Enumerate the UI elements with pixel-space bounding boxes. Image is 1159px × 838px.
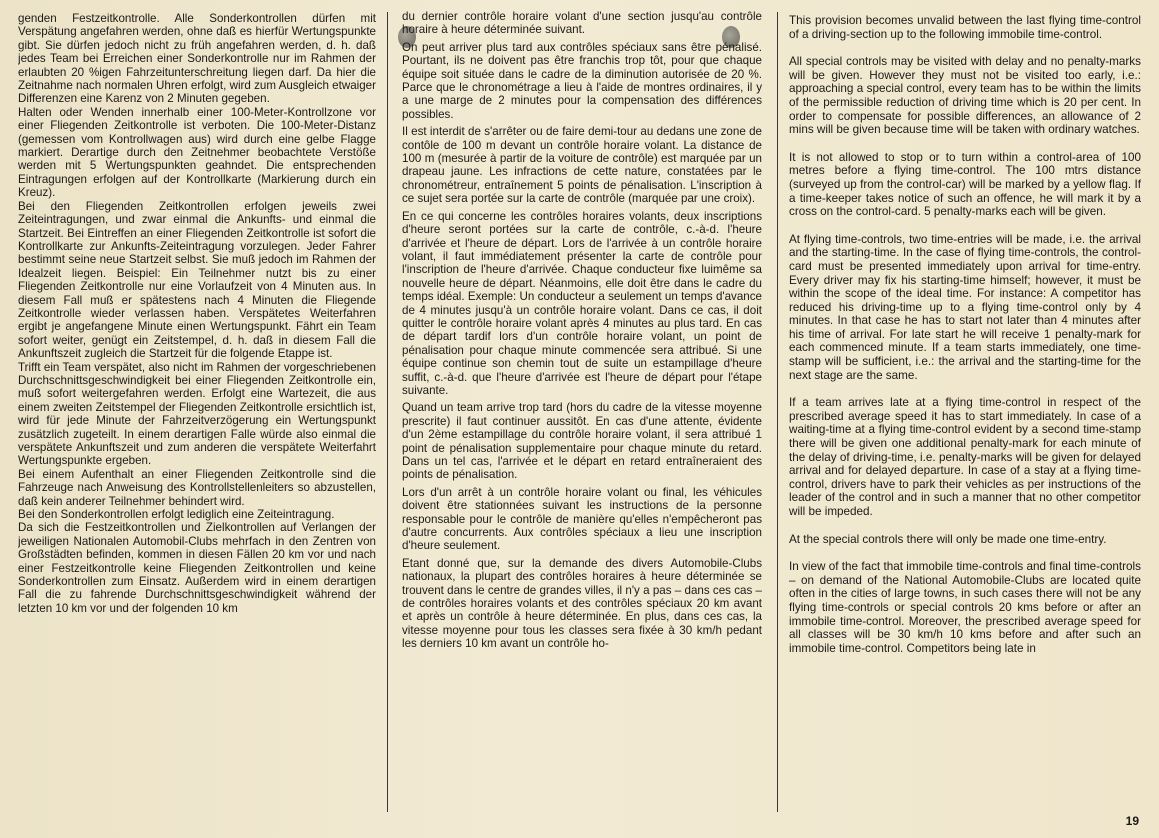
paragraph: Bei einem Aufenthalt an einer Fliegenden Zeitkontrolle sind die Fahrzeuge nach Anweisung des Kontrollstellenleiters so abzustellen, daß kein anderer Teilnehmer behindert wird.: [18, 467, 376, 508]
column-french: [402, 10, 762, 810]
column-divider: [387, 12, 388, 812]
paragraph: En ce qui concerne les contrôles horaires volants, deux inscriptions d'heure seront portées sur la carte de contrôle, c.-à-d. l'heure d'arrivée et l'heure de départ. Lors de l'arrivée à un contrôle horaire volant, il faut immédiatement présenter la carte de contrôle pour l'inscription de l'heure d'arrivée. Chaque conducteur fixe luimême sa nouvelle heure de départ. Néanmoins, elle doit être dans le cadre du temps idéal. Exemple: Un conducteur a seulement un temps d'avance de 4 minutes jusqu'à un contrôle horaire volant. Dans ce cas, il doit quitter le contrôle horaire volant après 4 minutes au plus tard. En cas de départ tardif lors d'un contrôle horaire volant, un point de pénalisation pour chaque minute commencée sera attribué. Si une équipe continue son chemin tout de suite un estampillage d'heure suffit, c.-à-d. que l'heure d'arrivée est l'heure de départ pour l'étape suivante.: [402, 209, 762, 397]
paragraph: Da sich die Festzeitkontrollen und Zielkontrollen auf Verlangen der jeweiligen Nationalen Automobil-Clubs mehrfach in den Zentren von Großstädten befinden, kommen in diesen Fällen 20 km vor und nach einer Festzeitkontrolle keine Fliegenden Zeitkontrollen und keine Sonderkontrollen zum Einsatz. Außerdem wird in einem derartigen Fall die zu fahrende Durchschnittsgeschwindigkeit während der letzten 10 km vor und der folgenden 10 km: [18, 521, 376, 615]
paragraph: du dernier contrôle horaire volant d'une section jusqu'au contrôle horaire à heure déterminée suivant.: [402, 10, 762, 37]
paragraph: Il est interdit de s'arrêter ou de faire demi-tour au dedans une zone de contôle de 100 m devant un contrôle horaire volant. La distance de 100 m (mesurée à partir de la voiture de contrôle) est marquée par un drapeau jaune. Les infractions de cette nature, constatées par le chronométreur, entraînement 5 points de pénalisation. L'inscription à ce sujet sera portée sur la carte de contrôle (marquée par une croix).: [402, 125, 762, 206]
paragraph: All special controls may be visited with delay and no penalty-marks will be given. However they must not be visited too early, i.e.: approaching a special control, every team has to be within the limits of the permissible reduction of driving time which is 20 per cent. In order to compensate for possible differences, an allowance of 2 mins will be given because time will be taken with ordinary watches.: [789, 55, 1141, 137]
column-english: [789, 14, 1141, 814]
paragraph: Trifft ein Team verspätet, also nicht im Rahmen der vorgeschriebenen Durchschnittsgeschwindigkeit bei einer Fliegenden Zeitkontrolle ein, muß sofort weitergefahren werden. Erfolgt eine Wartezeit, die aus einem zweiten Zeitstempel der Fliegenden Zeitkontrolle ersichtlich ist, wird für jede Minute der Fahrzeitverzögerung ein Wertungspunkt zusätzlich zugeteilt. In einem derartigen Falle würde also einmal die verspätete Ankunftszeit und zum anderen die verspätete Weiterfahrt Wertungspunkte ergeben.: [18, 360, 376, 468]
paragraph: This provision becomes unvalid between the last flying time-control of a driving-section up to the following immobile time-control.: [789, 14, 1141, 41]
paragraph: At the special controls there will only be made one time-entry.: [789, 532, 1107, 546]
paragraph: Bei den Fliegenden Zeitkontrollen erfolgen jeweils zwei Zeiteintragungen, und zwar einmal die Ankunfts- und einmal die Startzeit. Bei Eintreffen an einer Fliegenden Zeitkontrolle ist sofort die Kontrollkarte zur Ankunfts-Zeiteintragung vorzulegen. Jeder Fahrer bestimmt seine neue Startzeit selbst. Sie muß jedoch im Rahmen der Idealzeit liegen. Beispiel: Ein Teilnehmer nutzt bis zu einer Fliegenden Zeitkontrolle nur eine Vorlaufzeit von 4 Minuten aus. In diesem Fall muß er spätestens nach 4 Minuten die Fliegende Zeitkontrolle wieder verlassen haben. Verspätetes Weiterfahren ergibt je angefangene Minute einen Wertungspunkt. Fährt ein Team sofort weiter, genügt ein Zeitstempel, d. h. daß in diesem Fall die Ankunftszeit zugleich die Startzeit für die folgende Etappe ist.: [18, 199, 376, 361]
paragraph: Bei den Sonderkontrollen erfolgt lediglich eine Zeiteintragung.: [18, 508, 335, 522]
paragraph: genden Festzeitkontrolle. Alle Sonderkontrollen dürfen mit Verspätung angefahren werden, ohne daß es hierfür Wertungspunkte gibt. Sie dürfen jedoch nicht zu früh angefahren werden, d. h. daß jedes Team bei Erreichen einer Sonderkontrolle nur im Rahmen der erlaubten 20 %igen Fahrzeitunterschreitung liegen darf. Da hier die Zeitnahme nach normalen Uhren erfolgt, wird zum Ausgleich etwaiger Differenzen eine Karenz von 2 Minuten gegeben.: [18, 12, 376, 106]
paragraph: Lors d'un arrêt à un contrôle horaire volant ou final, les véhicules doivent être stationnées suivant les instructions de la personne responsable pour le contrôle de manière qu'elles n'empêcheront pas d'autre concurrents. Aux contrôles spéciaux a lieu une inscription d'heure seulement.: [402, 485, 762, 553]
paragraph: At flying time-controls, two time-entries will be made, i.e. the arrival and the starting-time. In the case of flying time-controls, the control-card must be presented immediately upon arrival for time-entry. Every driver may fix his starting-time himself; however, it must be within the scope of the ideal time. For instance: A competitor has reduced his driving-time up to a flying time-control only by 4 minutes. In that case he has to start not later than 4 minutes after his time of arrival. For late start he will receive 1 penalty-mark for each commenced minute. If a team starts immediately, one time-stamp will be sufficient, i.e.: the arrival and the starting-time for the next stage are the same.: [789, 232, 1141, 382]
paragraph: On peut arriver plus tard aux contrôles spéciaux sans être pénalisé. Pourtant, ils ne doivent pas être franchis trop tôt, pour que chaque équipe soit située dans le cadre de la diminution autorisée de 20 %. Parce que le chronométrage a lieu à l'aide de montres ordinaires, il y a une marge de 2 minutes pour la compensation des différences possibles.: [402, 40, 762, 121]
paragraph: It is not allowed to stop or to turn within a control-area of 100 metres before a flying time-control. The 100 mtrs distance (surveyed up from the control-car) will be marked by a yellow flag. If a time-keeper takes notice of such an offence, he will mark it by a cross on the control-card. 5 penalty-marks each will be given.: [789, 150, 1141, 219]
paragraph: If a team arrives late at a flying time-control in respect of the prescribed average speed it has to start immediately. In case of a waiting-time at a flying time-control evident by a second time-stamp there will be given one additional penalty-mark for each minute of the delay of driving-time, i.e. penalty-marks will be given for delayed arrival and for delayed departure. In case of a stay at a flying time-control, drivers have to park their vehicles as per instructions of the leader of the control and in such a manner that no other competitor will be impeded.: [789, 396, 1141, 518]
paragraph: In view of the fact that immobile time-controls and final time-controls – on demand of the National Automobile-Clubs are located quite often in the cities of large towns, in such cases there will not be any flying time-controls or special controls 20 kms before or after an immobile time-control. Moreover, the prescribed average speed for all classes will be 30 km/h 10 kms before and after such an immobile time-control. Competitors being late in: [789, 560, 1141, 655]
paragraph: Etant donné que, sur la demande des divers Automobile-Clubs nationaux, la plupart des contrôles horaires à heure déterminée se trouvent dans le centre de grandes villes, il n'y a pas – dans ces cas – de contrôles horaires volants et des contrôles spéciaux 20 km avant et après un contrôle à heure déterminée. En plus, dans ces cas, la vitesse moyenne pour tous les classes sera fixée à 30 km/h pedant les derniers 10 km avant un contrôle ho-: [402, 556, 762, 651]
column-german: [18, 12, 376, 812]
page-number: 19: [1125, 814, 1139, 828]
paragraph: Quand un team arrive trop tard (hors du cadre de la vitesse moyenne prescrite) il faut continuer aussitôt. En cas d'une attente, évidente d'un 2ème estampillage du contrôle horaire volant, il sera attribué 1 point de pénalisation supplementaire pour chaque minute du retard. Dans un tel cas, l'arrivée et le départ en retard entraîneraient des points de pénalisation.: [402, 401, 762, 482]
paragraph: Halten oder Wenden innerhalb einer 100-Meter-Kontrollzone vor einer Fliegenden Zeitkontrolle ist verboten. Die 100-Meter-Distanz (gemessen vom Kontrollwagen aus) wird durch eine gelbe Flagge markiert. Derartige durch den Zeitnehmer beobachtete Verstöße werden mit 5 Wertungspunkten geahndet. Die entsprechenden Eintragungen erfolgen auf der Kontrollkarte (Markierung durch ein Kreuz).: [18, 105, 376, 200]
column-divider: [777, 12, 778, 812]
